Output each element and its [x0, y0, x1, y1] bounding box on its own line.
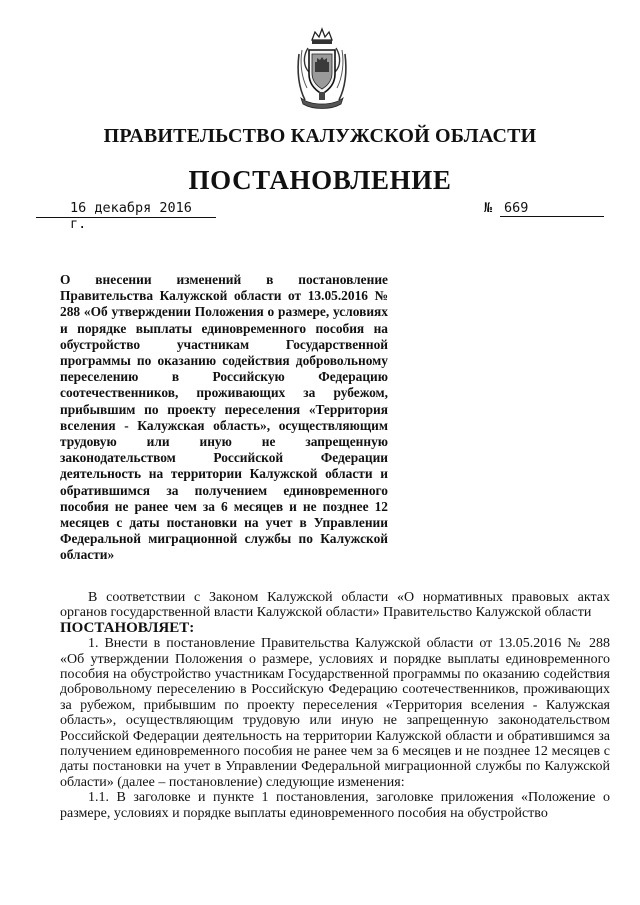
- number-value: 669: [500, 200, 604, 217]
- government-title: ПРАВИТЕЛЬСТВО КАЛУЖСКОЙ ОБЛАСТИ: [103, 125, 537, 147]
- document-subject: О внесении изменений в постановление Правительства Калужской области от 13.05.2016 № 288 «Об утверждении Положения о размере, условиях и порядке выплаты единовременного пособия на обустройство участникам Государственной программы по оказанию содействия добровольному переселению в Российскую Федерацию соотечественников, проживающих за рубежом, прибывшим по проекту переселения «Территория вселения - Калужская область», осуществляющим трудовую или иную не запрещенную законодательством Российской Федерации деятельность на территории Калужской области и обратившимся за получением единовременного пособия не ранее чем за 6 месяцев и не позднее 12 месяцев с даты постановки на учет в Управлении Федеральной миграционной службы по Калужской области»: [60, 272, 388, 563]
- document-type: ПОСТАНОВЛЕНИЕ: [188, 165, 452, 195]
- number-sign: №: [484, 200, 493, 216]
- item-1-1: 1.1. В заголовке и пункте 1 постановления, заголовке приложения «Положение о размере, условиях и порядке выплаты единовременного пособия на обустройство: [60, 790, 610, 821]
- document-number: [484, 200, 610, 218]
- item-1: 1. Внести в постановление Правительства Калужской области от 13.05.2016 № 288 «Об утверждении Положения о размере, условиях и порядке выплаты единовременного пособия на обустройство участникам Государственной программы по оказанию содействия добровольному переселению в Российскую Федерацию соотечественников, проживающих за рубежом, прибывшим по проекту переселения «Территория вселения - Калужская область», осуществляющим трудовую или иную не запрещенную законодательством Российской Федерации деятельность на территории Калужской области и обратившимся за получением единовременного пособия не ранее чем за 6 месяцев и не позднее 12 месяцев с даты постановки на учет в Управлении Федеральной миграционной службы по Калужской области» (далее – постановление) следующие изменения:: [60, 636, 610, 790]
- decree-word: ПОСТАНОВЛЯЕТ:: [60, 619, 195, 636]
- coat-of-arms-icon: [293, 26, 351, 112]
- document-date: 16 декабря 2016 г.: [36, 200, 216, 218]
- intro-paragraph: В соответствии с Законом Калужской области «О нормативных правовых актах органов государственной власти Калужской области» Правительство Калужской области: [60, 590, 610, 621]
- document-body: [60, 590, 610, 821]
